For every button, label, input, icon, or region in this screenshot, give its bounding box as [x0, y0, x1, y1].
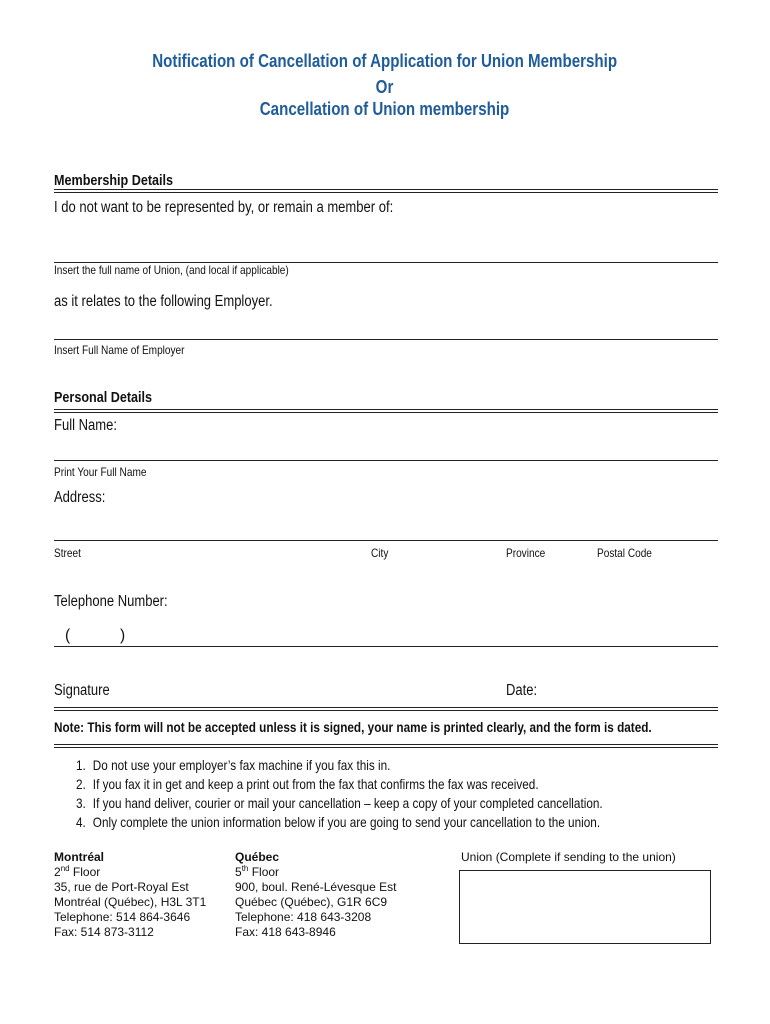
note-divider	[54, 744, 718, 748]
employer-statement: as it relates to the following Employer.	[54, 293, 273, 310]
montreal-city: Montréal (Québec), H3L 3T1	[54, 895, 207, 909]
page-subtitle: Cancellation of Union membership	[260, 99, 510, 119]
full-name-label: Full Name:	[54, 417, 117, 434]
personal-details-heading: Personal Details	[54, 389, 153, 406]
note-text: Note: This form will not be accepted unless it is signed, your name is printed clearly, and the form is dated.	[54, 719, 652, 735]
area-code-open: (	[65, 627, 71, 644]
page-title: Notification of Cancellation of Application for Union Membership	[152, 51, 618, 71]
signature-divider	[54, 707, 718, 711]
instruction-item: 3. If you hand deliver, courier or mail your cancellation – keep a copy of your completed cancellation.	[76, 795, 603, 811]
instruction-item: 2. If you fax it in get and keep a print out from the fax that confirms the fax was received.	[76, 776, 539, 792]
montreal-office-name: Montréal	[54, 850, 105, 864]
area-code-close: )	[120, 627, 126, 644]
instruction-item: 4. Only complete the union information below if you are going to send your cancellation to the union.	[76, 814, 601, 830]
union-name-hint: Insert the full name of Union, (and local if applicable)	[54, 263, 289, 277]
telephone-label: Telephone Number:	[54, 593, 168, 610]
quebec-fax: Fax: 418 643-8946	[235, 925, 336, 939]
montreal-fax: Fax: 514 873-3112	[54, 925, 154, 939]
section-divider	[54, 409, 718, 413]
date-label: Date:	[506, 682, 538, 699]
instruction-item: 1. Do not use your employer’s fax machine if you fax this in.	[76, 757, 391, 773]
quebec-street: 900, boul. René-Lévesque Est	[235, 880, 397, 894]
province-hint: Province	[506, 546, 546, 560]
employer-name-hint: Insert Full Name of Employer	[54, 343, 185, 357]
union-info-box[interactable]	[459, 870, 711, 944]
telephone-line[interactable]	[54, 646, 718, 647]
signature-label: Signature	[54, 682, 110, 699]
page-title-or: Or	[376, 77, 394, 97]
full-name-line[interactable]	[54, 460, 718, 461]
address-line[interactable]	[54, 540, 718, 541]
quebec-floor: 5th Floor	[235, 864, 280, 879]
employer-name-line[interactable]	[54, 339, 718, 340]
membership-details-heading: Membership Details	[54, 172, 174, 189]
quebec-office-name: Québec	[235, 850, 280, 864]
full-name-hint: Print Your Full Name	[54, 465, 147, 479]
montreal-street: 35, rue de Port-Royal Est	[54, 880, 189, 894]
address-label: Address:	[54, 489, 106, 506]
postal-code-hint: Postal Code	[597, 546, 652, 560]
street-hint: Street	[54, 546, 81, 560]
montreal-office	[54, 850, 206, 940]
union-box-label: Union (Complete if sending to the union)	[461, 850, 676, 864]
quebec-city: Québec (Québec), G1R 6C9	[235, 895, 388, 909]
quebec-telephone: Telephone: 418 643-3208	[235, 910, 372, 924]
section-divider	[54, 189, 718, 193]
quebec-office	[235, 850, 396, 940]
montreal-floor: 2nd Floor	[54, 864, 101, 879]
montreal-telephone: Telephone: 514 864-3646	[54, 910, 191, 924]
city-hint: City	[371, 546, 389, 560]
membership-statement: I do not want to be represented by, or remain a member of:	[54, 199, 394, 216]
